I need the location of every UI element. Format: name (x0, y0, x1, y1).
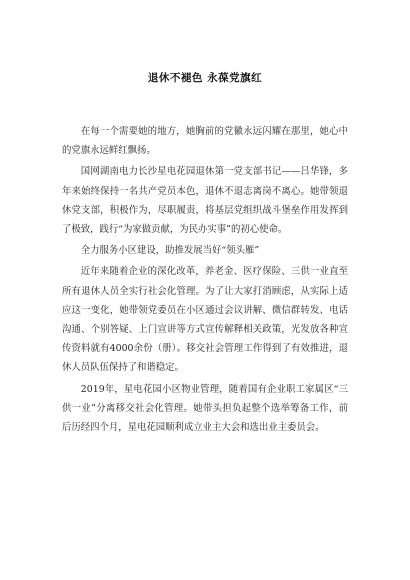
paragraph-2019: 2019年，星电花园小区物业管理，随着国有企业职工家属区“三供一业”分离移交社会化管理。她带头担负起整个选举筹备工作，前后历经四个月，星电花园顺利成立业主大会和选出业主委员会。 (62, 383, 348, 434)
paragraph-intro: 在每一个需要她的地方，她胸前的党徽永远闪耀在那里，她心中的党旗永远鲜红飘扬。 (62, 126, 348, 157)
section-heading: 全力服务小区建设，助推发展当好“领头雁” (80, 245, 260, 257)
paragraph-reform: 近年来随着企业的深化改革，养老金、医疗保险、三供一业直至所有退休人员全实行社会化管理。为了让大家打消顾虑，从实际上适应这一变化，她带领党委员在小区通过会议讲解、微信群转发、电话沟通、个别答疑、上门宣讲等方式宣传解释相关政策，光发放各种宣传资料就有4000余份（册）。移交社会管理工作得到了有效推进，退休人员队伍保持了和谐稳定。 (62, 266, 348, 374)
paragraph-profile: 国网湖南电力长沙星电花园退休第一党支部书记——吕华锋，多年来始终保持一名共产党员本色，退休不退志离岗不离心。她带领退休党支部，积极作为，尽职履责，将基层党组织战斗堡垒作用发挥到了极致，践行“为家做贡献，为民办实事”的初心使命。 (62, 166, 348, 236)
document-title: 退休不褪色 永葆党旗红 (147, 72, 263, 84)
